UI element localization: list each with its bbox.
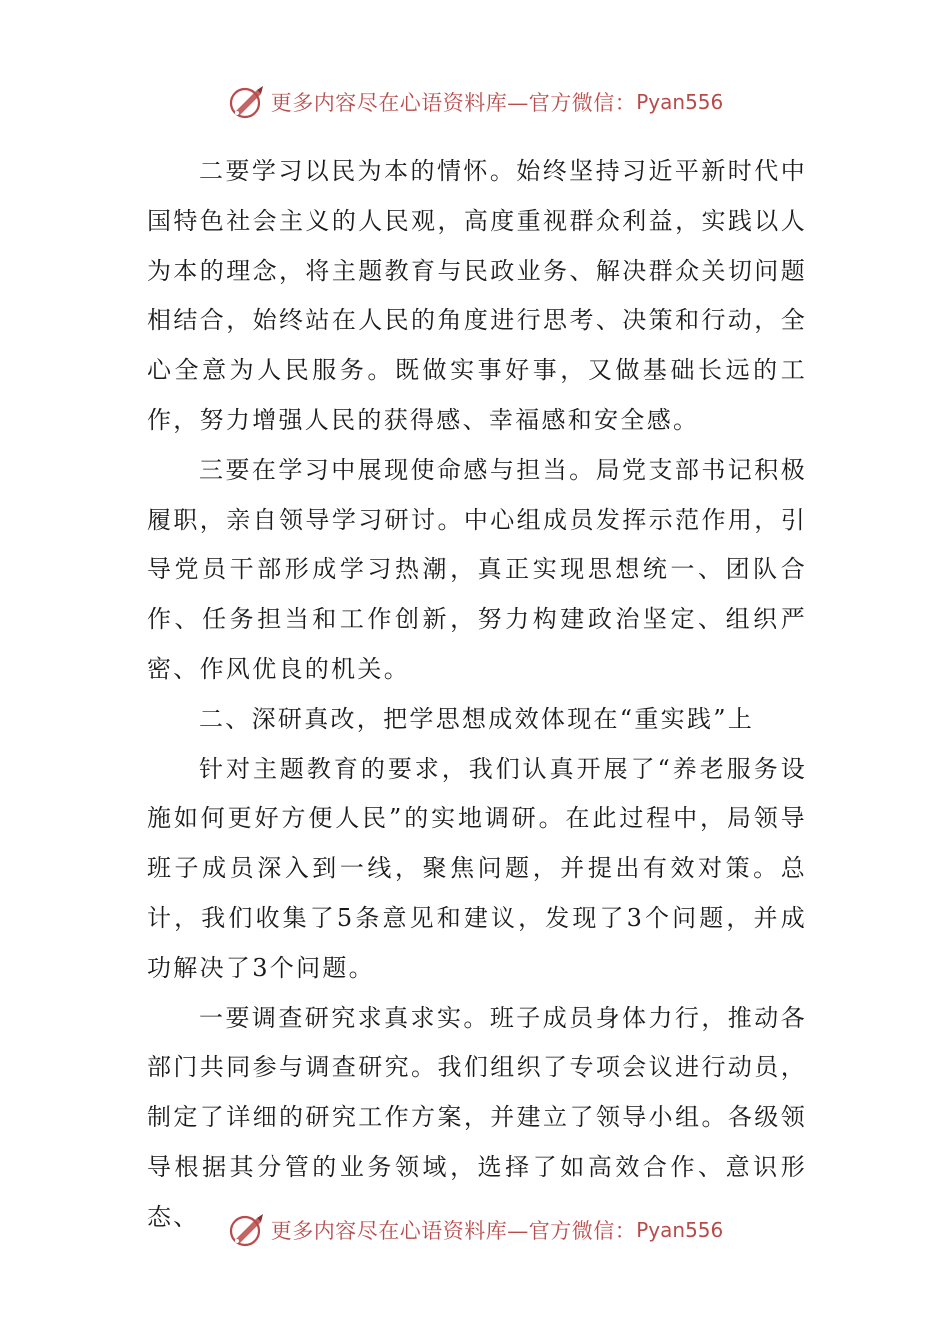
- header-watermark: [0, 80, 950, 124]
- paragraph: 一要调查研究求真求实。班子成员身体力行，推动各部门共同参与调查研究。我们组织了专项会议进行动员，制定了详细的研究工作方案，并建立了领导小组。各级领导根据其分管的业务领域，选择了如高效合作、意识形态、: [147, 1003, 807, 1231]
- paragraph: 三要在学习中展现使命感与担当。局党支部书记积极履职，亲自领导学习研讨。中心组成员发挥示范作用，引导党员干部形成学习热潮，真正实现思想统一、团队合作、任务担当和工作创新，努力构建政治坚定、组织严密、作风优良的机关。: [147, 455, 807, 683]
- watermark-wechat-id: Pyan556: [636, 1218, 724, 1242]
- watermark-text: 更多内容尽在心语资料库—官方微信：: [270, 91, 637, 115]
- footer-watermark: [0, 1208, 950, 1252]
- section-heading: 二、深研真改，把学思想成效体现在“重实践”上: [199, 704, 755, 733]
- pen-circle-logo-icon: [227, 82, 267, 122]
- pen-circle-logo-icon: [227, 1210, 267, 1250]
- watermark-wechat-id: Pyan556: [636, 90, 724, 114]
- paragraph: 二要学习以民为本的情怀。始终坚持习近平新时代中国特色社会主义的人民观，高度重视群众利益，实践以人为本的理念，将主题教育与民政业务、解决群众关切问题相结合，始终站在人民的角度进行思考、决策和行动，全心全意为人民服务。既做实事好事，又做基础长远的工作，努力增强人民的获得感、幸福感和安全感。: [147, 157, 807, 434]
- watermark-text: 更多内容尽在心语资料库—官方微信：: [270, 1219, 637, 1243]
- document-body: [147, 147, 807, 1243]
- paragraph: 针对主题教育的要求，我们认真开展了“养老服务设施如何更好方便人民”的实地调研。在此过程中，局领导班子成员深入到一线，聚焦问题，并提出有效对策。总计，我们收集了5条意见和建议，发现了3个问题，并成功解决了3个问题。: [147, 754, 807, 982]
